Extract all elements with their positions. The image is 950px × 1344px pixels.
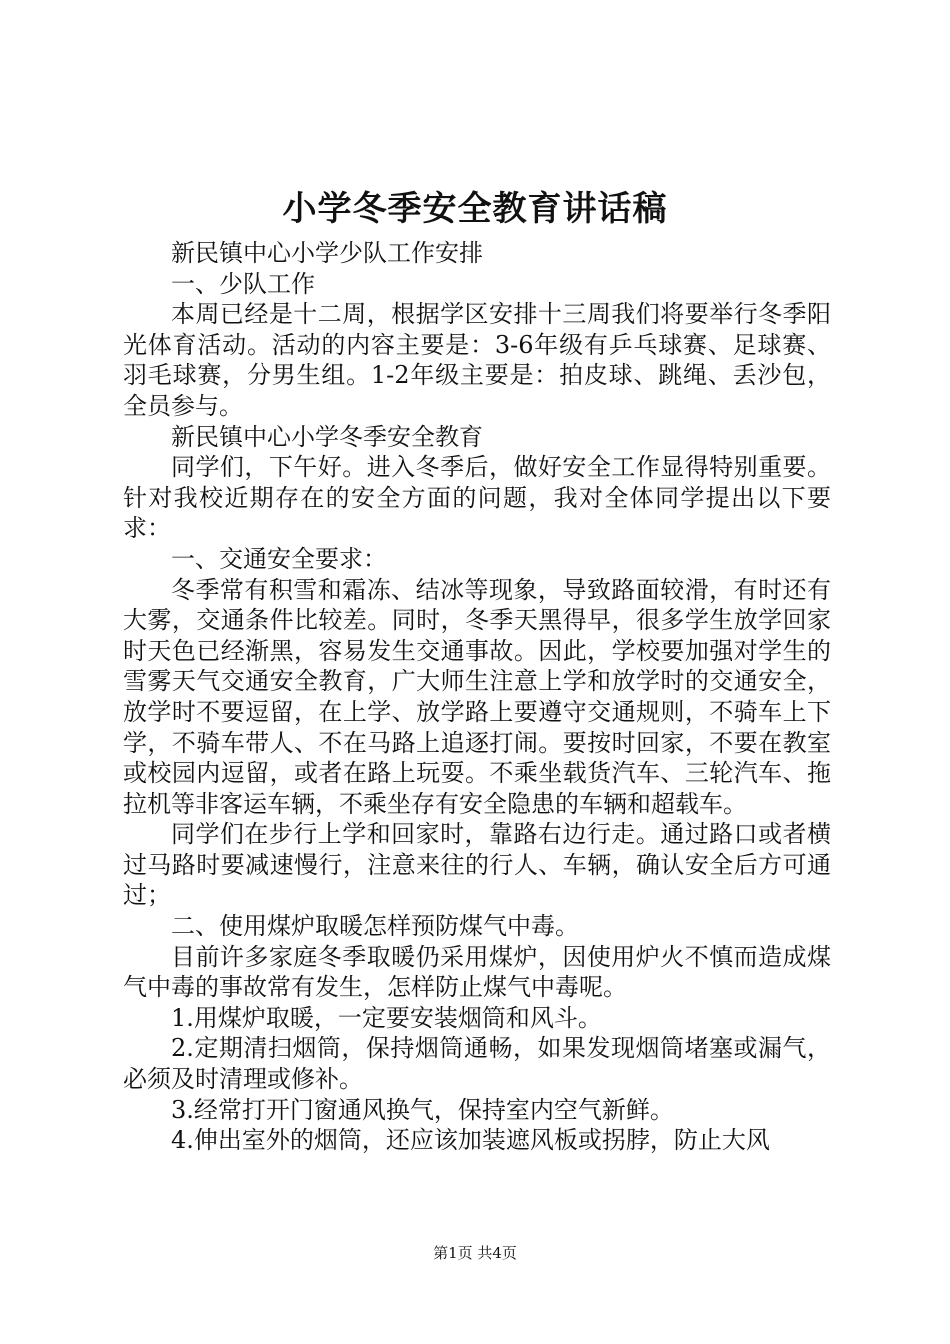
paragraph-school-arrangement: 新民镇中心小学少队工作安排: [171, 239, 483, 267]
paragraph-greeting: 同学们，下午好。进入冬季后，做好安全工作显得特别重要。针对我校近期存在的安全方面的问题，我对全体同学提出以下要求：: [123, 453, 831, 543]
paragraph-winter-sports: 本周已经是十二周，根据学区安排十三周我们将要举行冬季阳光体育活动。活动的内容主要是：3-6年级有乒乓球赛、足球赛、羽毛球赛，分男生组。1-2年级主要是：拍皮球、跳绳、丢沙包，全员参与。: [123, 300, 831, 420]
paragraph-traffic-rules: 冬季常有积雪和霜冻、结冰等现象，导致路面较滑，有时还有大雾，交通条件比较差。同时，冬季天黑得早，很多学生放学回家时天色已经渐黑，容易发生交通事故。因此，学校要加强对学生的雪雾天气交通安全教育，广大师生注意上学和放学时的交通安全，放学时不要逗留，在上学、放学路上要遵守交通规则，不骑车上下学，不骑车带人、不在马路上追逐打闹。要按时回家，不要在教室或校园内逗留，或者在路上玩耍。不乘坐载货汽车、三轮汽车、拖拉机等非客运车辆，不乘坐存有安全隐患的车辆和超载车。: [123, 575, 831, 818]
paragraph-heading-traffic-safety: 一、交通安全要求：: [171, 544, 387, 573]
paragraph-heading-team-work: 一、少队工作: [171, 269, 315, 298]
paragraph-safety-education-title: 新民镇中心小学冬季安全教育: [171, 422, 483, 451]
paragraph-tip-4: 4.伸出室外的烟筒，还应该加装遮风板或拐脖，防止大风: [171, 1126, 770, 1155]
document-body: [123, 238, 831, 1156]
document-title: 小学冬季安全教育讲话稿: [282, 189, 668, 229]
paragraph-tip-1: 1.用煤炉取暖，一定要安装烟筒和风斗。: [171, 1003, 602, 1032]
paragraph-coal-gas-prevention: 目前许多家庭冬季取暖仍采用煤炉，因使用炉火不慎而造成煤气中毒的事故常有发生，怎样防止煤气中毒呢。: [123, 942, 831, 1002]
page-number-footer: 第1页 共4页: [433, 1244, 517, 1262]
paragraph-tip-2: 2.定期清扫烟筒，保持烟筒通畅，如果发现烟筒堵塞或漏气，必须及时清理或修补。: [123, 1034, 831, 1094]
paragraph-heading-coal-stove: 二、使用煤炉取暖怎样预防煤气中毒。: [171, 912, 579, 941]
paragraph-walking-safety: 同学们在步行上学和回家时，靠路右边行走。通过路口或者横过马路时要减速慢行，注意来往的行人、车辆，确认安全后方可通过；: [123, 820, 831, 910]
paragraph-tip-3: 3.经常打开门窗通风换气，保持室内空气新鲜。: [171, 1095, 674, 1124]
